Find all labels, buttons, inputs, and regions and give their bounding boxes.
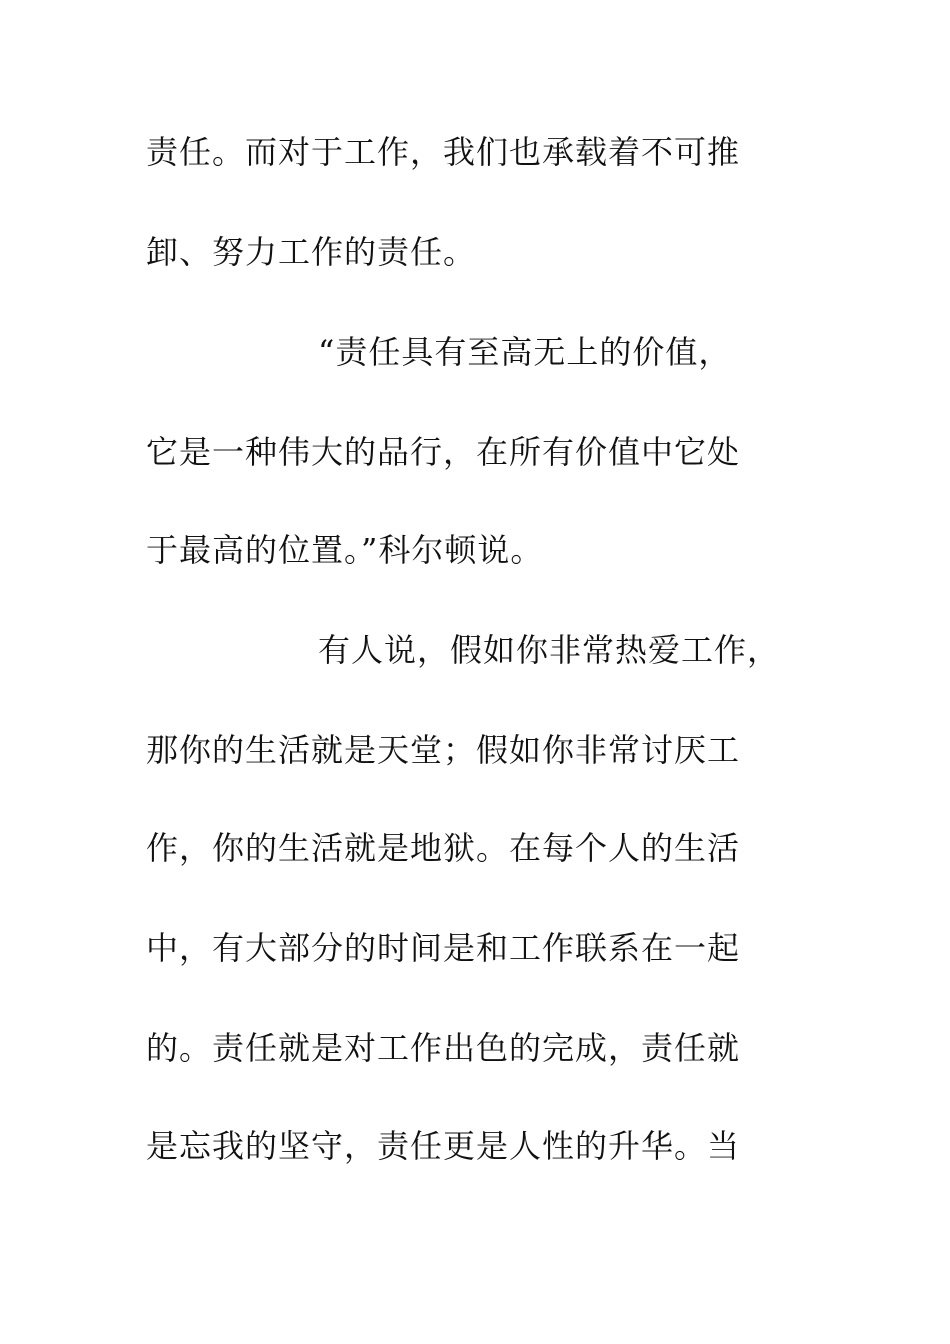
body-text-line: 那你的生活就是天堂；假如你非常讨厌工 [146, 731, 741, 769]
paragraph-start-line: “责任具有至高无上的价值， [318, 333, 732, 371]
body-text-line: 卸、努力工作的责任。 [146, 233, 477, 271]
body-text-line: 作，你的生活就是地狱。在每个人的生活 [146, 829, 741, 867]
body-text-line: 它是一种伟大的品行，在所有价值中它处 [146, 433, 741, 471]
body-text-line: 责任。而对于工作，我们也承载着不可推 [146, 133, 741, 171]
body-text-line: 的。责任就是对工作出色的完成，责任就 [146, 1029, 741, 1067]
body-text-line: 是忘我的坚守，责任更是人性的升华。当 [146, 1127, 741, 1165]
paragraph-start-line: 有人说，假如你非常热爱工作， [318, 631, 781, 669]
body-text-line: 于最高的位置。”科尔顿说。 [146, 531, 544, 569]
body-text-line: 中，有大部分的时间是和工作联系在一起 [146, 929, 741, 967]
